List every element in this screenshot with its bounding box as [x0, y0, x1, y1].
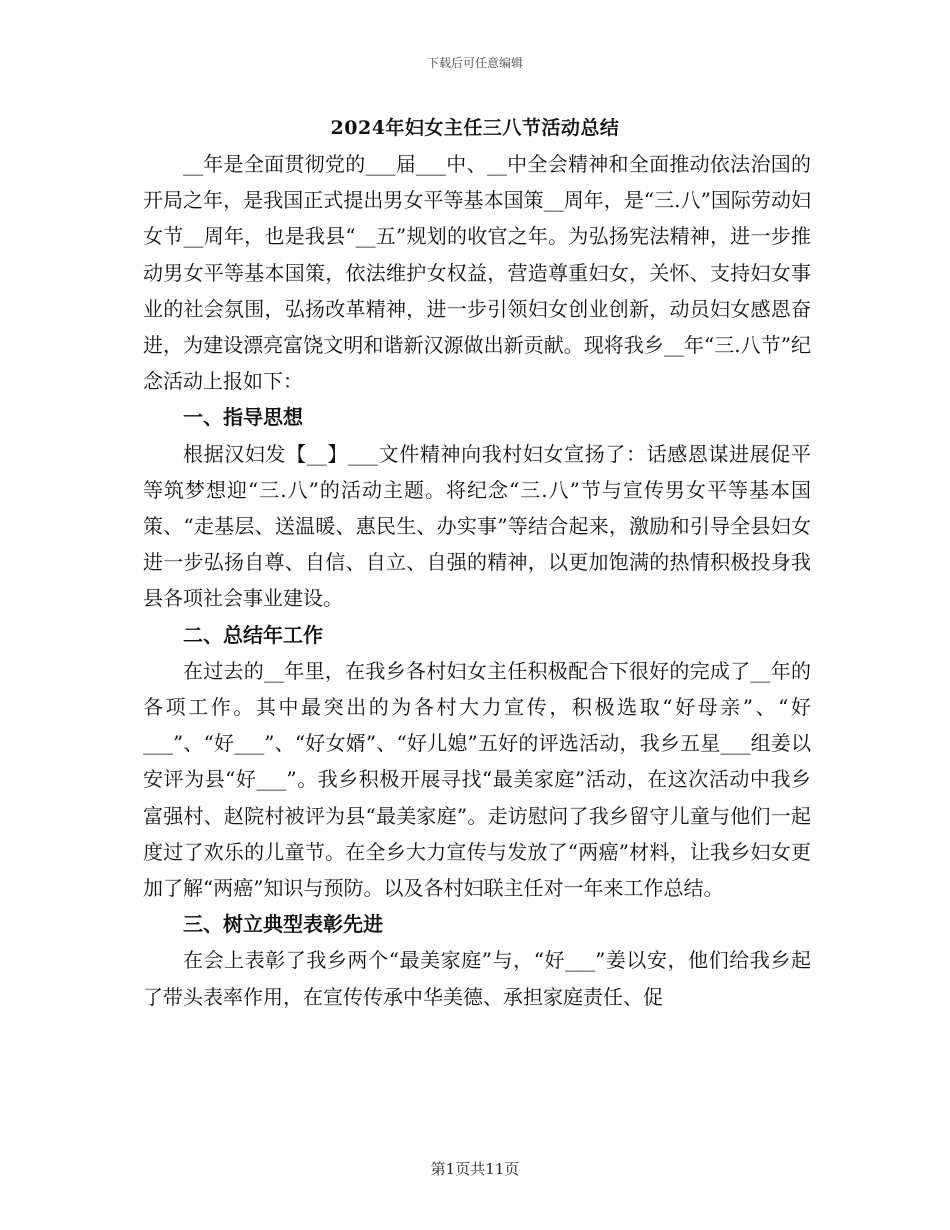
section-body-commendation: 在会上表彰了我乡两个“最美家庭”与，“好___”姜以安，他们给我乡起了带头表率作用，在宣传传承中华美德、承担家庭责任、促: [143, 948, 811, 1009]
page-header-note: 下载后可任意编辑: [426, 56, 523, 70]
document-body: [143, 146, 811, 1015]
section-heading-annual-summary: 二、总结年工作: [183, 622, 323, 647]
page-number: 第1页共11页: [430, 1160, 520, 1178]
section-body-annual-summary: 在过去的__年里，在我乡各村妇女主任积极配合下很好的完成了__年的各项工作。其中最突出的为各村大力宣传，积极选取“好母亲”、“好___”、“好___”、“好女婿”、“好儿媳”五好的评选活动，我乡五星___组姜以安评为县“好___”。我乡积极开展寻找“最美家庭”活动，在这次活动中我乡富强村、赵院村被评为县“最美家庭”。走访慰问了我乡留守儿童与他们一起度过了欢乐的儿童节。在全乡大力宣传与发放了“两癌”材料，让我乡妇女更加了解“两癌”知识与预防。以及各村妇联主任对一年来工作总结。: [143, 658, 811, 901]
section-body-guiding-thought: 根据汉妇发【__】___文件精神向我村妇女宣扬了：话感恩谋进展促平等筑梦想迎“三.八”的活动主题。将纪念“三.八”节与宣传男女平等基本国策、“走基层、送温暖、惠民生、办实事”等结合起来，激励和引导全县妇女进一步弘扬自尊、自信、自立、自强的精神，以更加饱满的热情积极投身我县各项社会事业建设。: [143, 441, 811, 611]
section-heading-guiding-thought: 一、指导思想: [183, 405, 303, 430]
intro-paragraph: __年是全面贯彻党的___届___中、__中全会精神和全面推动依法治国的开局之年，是我国正式提出男女平等基本国策__周年，是“三.八”国际劳动妇女节__周年，也是我县“__五”规划的收官之年。为弘扬宪法精神，进一步推动男女平等基本国策，依法维护女权益，营造尊重妇女，关怀、支持妇女事业的社会氛围，弘扬改革精神，进一步引领妇女创业创新，动员妇女感恩奋进，为建设漂亮富饶文明和谐新汉源做出新贡献。现将我乡__年“三.八节”纪念活动上报如下：: [143, 152, 811, 394]
section-heading-commendation: 三、树立典型表彰先进: [183, 912, 383, 937]
document-title: 2024年妇女主任三八节活动总结: [330, 117, 620, 139]
